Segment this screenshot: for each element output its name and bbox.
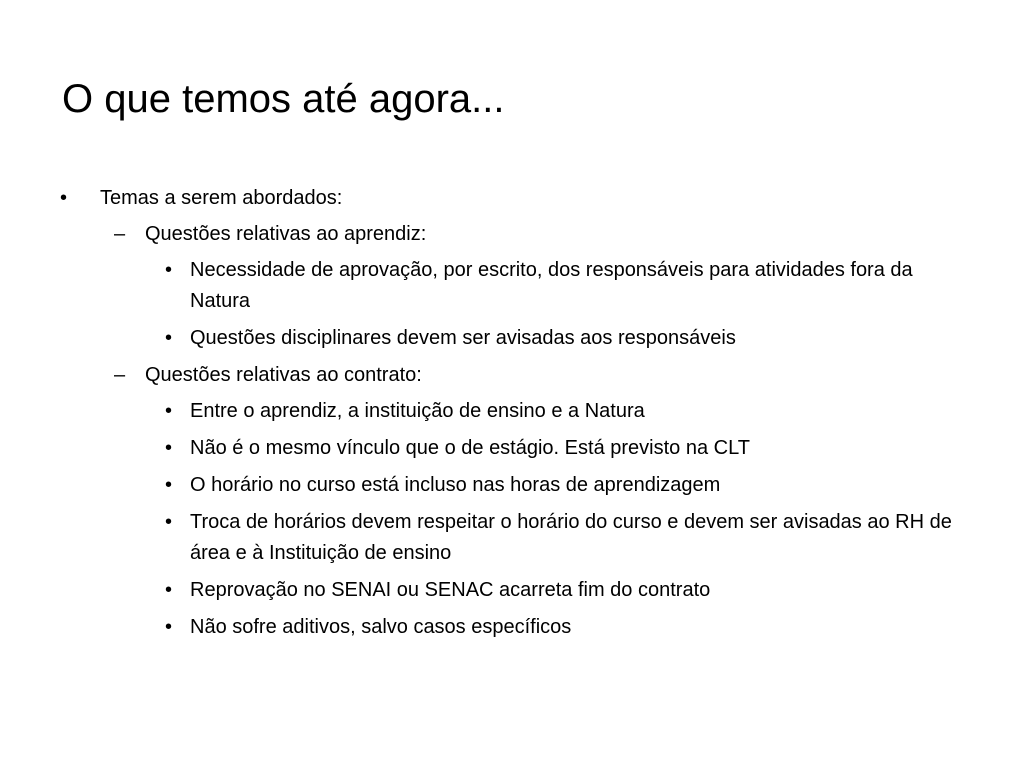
bullet-topics <box>56 183 956 214</box>
list-item <box>56 470 956 501</box>
slide-title: O que temos até agora... <box>62 77 505 121</box>
list-item <box>56 433 956 464</box>
bullet-marker: • <box>165 474 173 496</box>
list-item-text: Não sofre aditivos, salvo casos específicos <box>190 616 572 638</box>
bullet-marker: • <box>165 327 173 349</box>
list-item <box>56 255 956 317</box>
bullet-marker: • <box>165 400 173 422</box>
list-item <box>56 612 956 643</box>
bullet-marker: • <box>165 616 173 638</box>
bullet-marker: • <box>165 579 173 601</box>
list-item-text: Troca de horários devem respeitar o horário do curso e devem ser avisadas ao RH de área e à Instituição de ensino <box>190 511 952 564</box>
list-item-text: Entre o aprendiz, a instituição de ensino e a Natura <box>190 400 645 422</box>
section-heading-aprendiz <box>56 219 956 250</box>
bullet-marker: • <box>60 187 68 209</box>
list-item <box>56 323 956 354</box>
list-item <box>56 396 956 427</box>
section-heading-text: Questões relativas ao aprendiz: <box>145 223 427 245</box>
list-item-text: Necessidade de aprovação, por escrito, dos responsáveis para atividades fora da Natura <box>190 259 913 312</box>
bullet-marker: • <box>165 259 173 281</box>
section-heading-text: Questões relativas ao contrato: <box>145 364 422 386</box>
bullet-marker: • <box>165 437 173 459</box>
section-heading-contrato <box>56 360 956 391</box>
list-item-text: Não é o mesmo vínculo que o de estágio. Está previsto na CLT <box>190 437 750 459</box>
topics-heading: Temas a serem abordados: <box>100 187 343 209</box>
bullet-marker: • <box>165 511 173 533</box>
slide-content <box>56 183 956 649</box>
list-item-text: Questões disciplinares devem ser avisadas aos responsáveis <box>190 327 736 349</box>
list-item <box>56 575 956 606</box>
dash-marker: – <box>114 223 126 245</box>
list-item-text: O horário no curso está incluso nas horas de aprendizagem <box>190 474 721 496</box>
dash-marker: – <box>114 364 126 386</box>
list-item-text: Reprovação no SENAI ou SENAC acarreta fim do contrato <box>190 579 711 601</box>
list-item <box>56 507 956 569</box>
